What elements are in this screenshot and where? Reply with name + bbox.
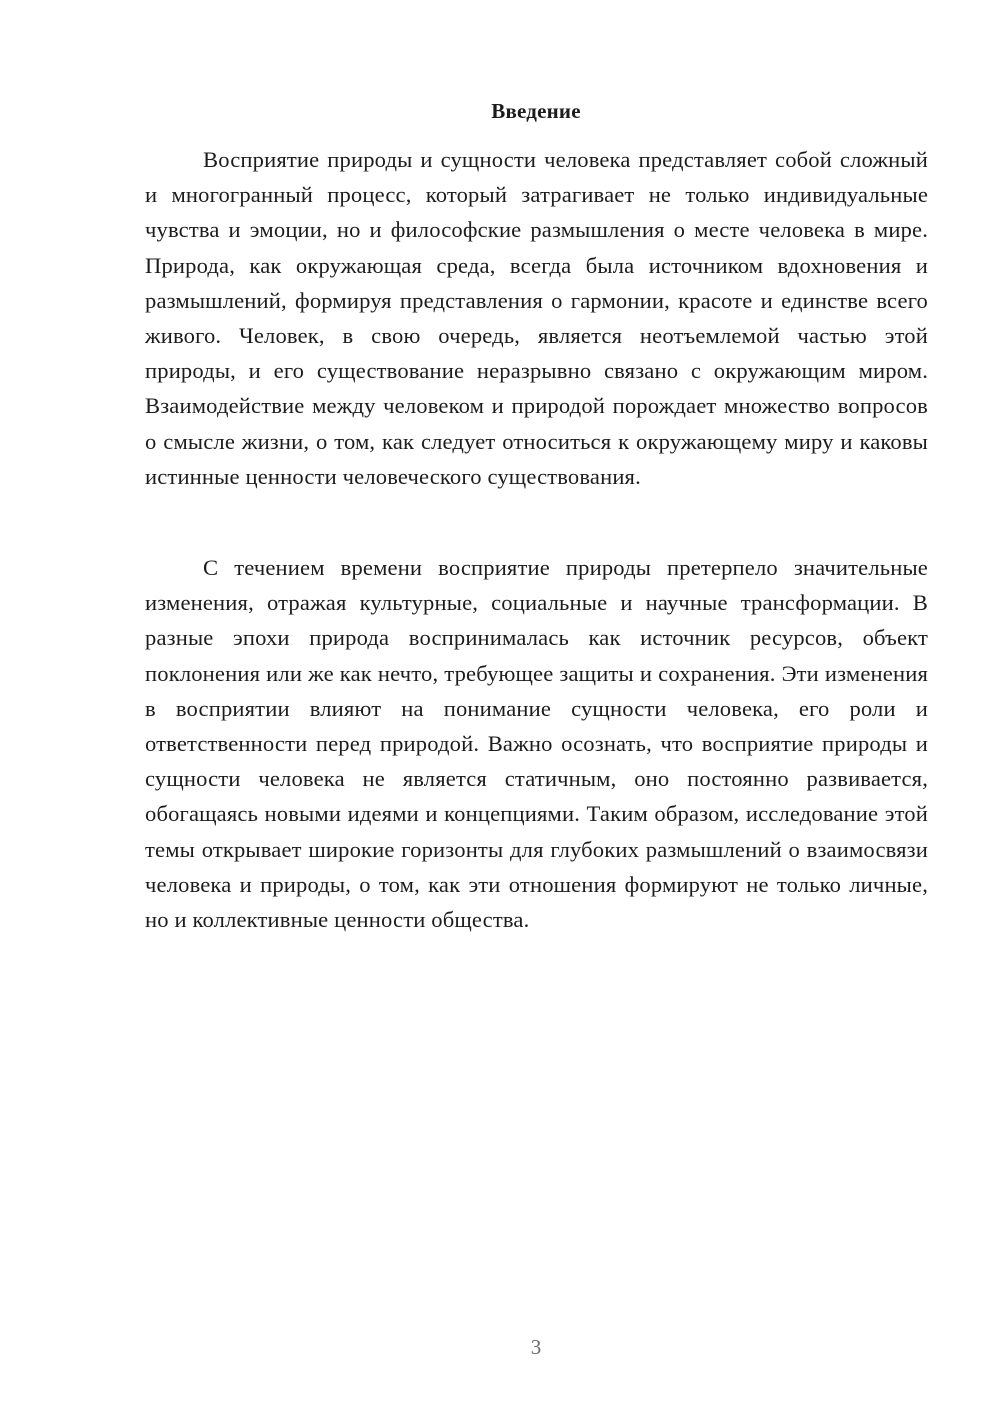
paragraph-second: С течением времени восприятие природы претерпело значительные изменения, отражая культурные, социальные и научные трансформации. В разные эпохи природа воспринималась как источник ресурсов, объект поклонения или же как нечто, требующее защиты и сохранения. Эти изменения в восприятии влияют на понимание сущности человека, его роли и ответственности перед природой. Важно осознать, что восприятие природы и сущности человека не является статичным, оно постоянно развивается, обогащаясь новыми идеями и концепциями. Таким образом, исследование этой темы открывает широкие горизонты для глубоких размышлений о взаимосвязи человека и природы, о том, как эти отношения формируют не только личные, но и коллективные ценности общества. [145, 555, 928, 933]
paragraph-intro: Восприятие природы и сущности человека представляет собой сложный и многогранный процесс, который затрагивает не только индивидуальные чувства и эмоции, но и философские размышления о месте человека в мире. Природа, как окружающая среда, всегда была источником вдохновения и размышлений, формируя представления о гармонии, красоте и единстве всего живого. Человек, в свою очередь, является неотъемлемой частью этой природы, и его существование неразрывно связано с окружающим миром. Взаимодействие между человеком и природой порождает множество вопросов о смысле жизни, о том, как следует относиться к окружающему миру и каковы истинные ценности человеческого существования. [145, 147, 928, 489]
page-number: 3 [530, 1335, 542, 1359]
section-heading: Введение [491, 99, 581, 123]
